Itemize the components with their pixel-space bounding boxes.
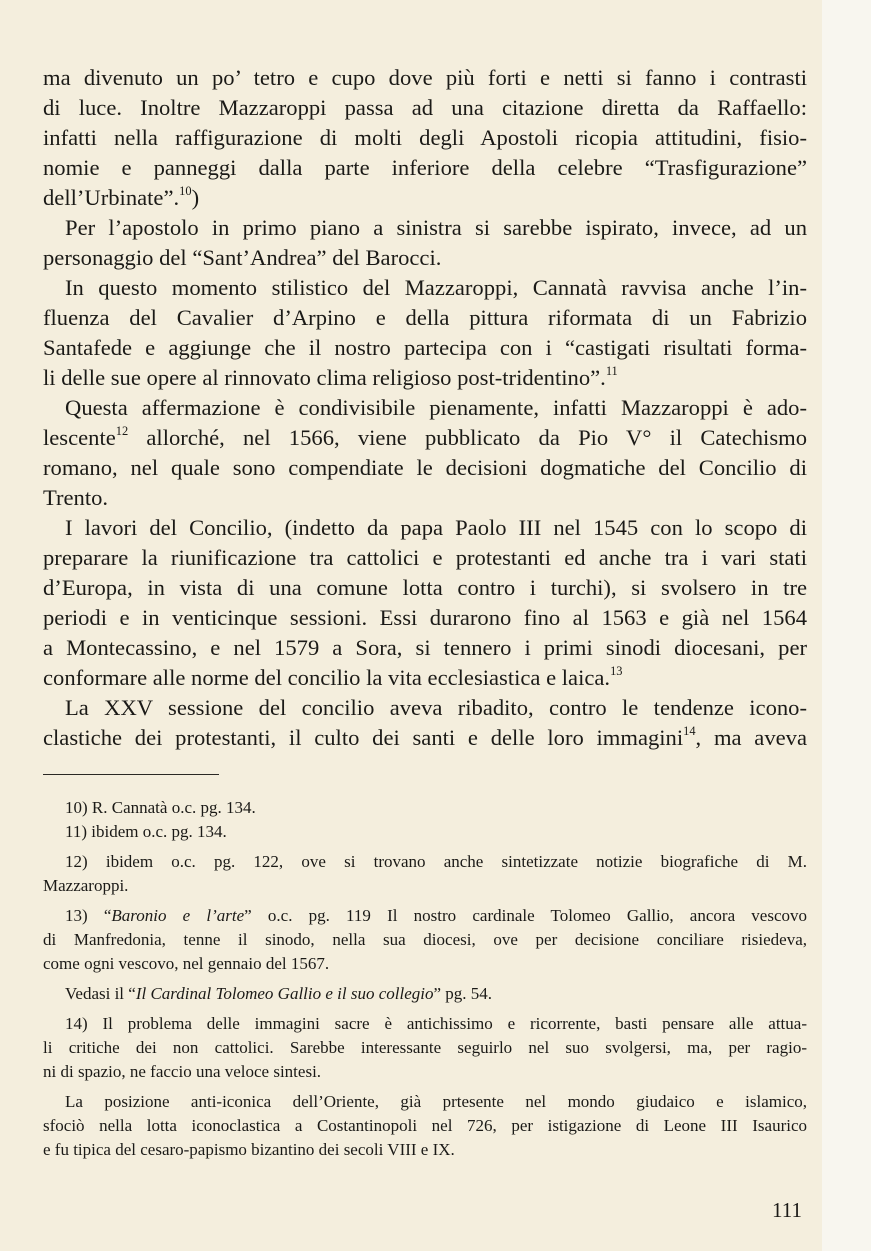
line-text: e fu tipica del cesaro-papismo bizantino dei secoli VIII e IX. [43, 1140, 455, 1159]
line-text: 14) Il problema delle immagini sacre è antichissimo e ricorrente, basti pensare alle attua- [65, 1014, 807, 1033]
line-text: Mazzaroppi. [43, 876, 129, 895]
footnote-line [43, 982, 807, 1006]
line-text: nomie e panneggi dalla parte inferiore della celebre “Trasfigurazione” [43, 155, 807, 180]
line-text: 12) ibidem o.c. pg. 122, ove si trovano anche sintetizzate notizie biografiche di M. [65, 852, 807, 871]
footnote-line [43, 850, 807, 874]
text-line [43, 723, 807, 753]
line-text: Santafede e aggiunge che il nostro partecipa con i “castigati risultati forma- [43, 335, 807, 360]
text-line [43, 183, 807, 213]
line-text: Per l’apostolo in primo piano a sinistra si sarebbe ispirato, invece, ad un [65, 215, 807, 240]
text-line [43, 213, 807, 243]
footnote-line [43, 1138, 807, 1162]
line-text: clastiche dei protestanti, il culto dei santi e delle loro immagini [43, 725, 684, 750]
line-text: preparare la riunificazione tra cattolici e protestanti ed anche tra i vari stati [43, 545, 807, 570]
footnote-line [43, 952, 807, 976]
line-text-continued: , ma aveva [695, 725, 807, 750]
line-text: lescente [43, 425, 116, 450]
footnote-line [43, 1012, 807, 1036]
footnote-reference: 12 [115, 424, 129, 439]
text-line [43, 543, 807, 573]
line-text: personaggio del “Sant’Andrea” del Barocci. [43, 245, 442, 270]
line-text: 11) ibidem o.c. pg. 134. [65, 822, 227, 841]
text-line [43, 513, 807, 543]
footnote-line [43, 928, 807, 952]
text-line [43, 303, 807, 333]
line-text-continued: ) [191, 185, 200, 210]
text-line [43, 603, 807, 633]
line-text: d’Europa, in vista di una comune lotta contro i turchi), si svolsero in tre [43, 575, 807, 600]
footnote-reference: 10 [179, 184, 192, 199]
text-line [43, 483, 807, 513]
text-line [43, 93, 807, 123]
line-text: li delle sue opere al rinnovato clima religioso post-tridentino”. [43, 365, 606, 390]
italic-title: Il Cardinal Tolomeo Gallio e il suo collegio [135, 984, 434, 1003]
footnote-line [43, 1114, 807, 1138]
text-line [43, 273, 807, 303]
line-text: ma divenuto un po’ tetro e cupo dove più forti e netti si fanno i contrasti [43, 65, 807, 90]
line-text: periodi e in venticinque sessioni. Essi durarono fino al 1563 e già nel 1564 [43, 605, 807, 630]
line-text: La posizione anti-iconica dell’Oriente, già prtesente nel mondo giudaico e islamico, [65, 1092, 807, 1111]
page-edge [822, 0, 871, 1251]
line-text-continued: allorché, nel 1566, viene pubblicato da Pio V° il Catechismo [128, 425, 807, 450]
line-text: La XXV sessione del concilio aveva ribadito, contro le tendenze icono- [65, 695, 807, 720]
footnote-line [43, 820, 807, 844]
text-line [43, 633, 807, 663]
line-text: sfociò nella lotta iconoclastica a Costantinopoli nel 726, per istigazione di Leone III Isaurico [43, 1116, 807, 1135]
footnote-separator [43, 774, 219, 775]
text-line [43, 393, 807, 423]
footnote-reference: 14 [683, 724, 696, 739]
text-line [43, 453, 807, 483]
line-text: a Montecassino, e nel 1579 a Sora, si tennero i primi sinodi diocesani, per [43, 635, 807, 660]
line-text: 10) R. Cannatà o.c. pg. 134. [65, 798, 256, 817]
line-text: di Manfredonia, tenne il sinodo, nella sua diocesi, ove per decisione conciliare risiedeva, [43, 930, 807, 949]
footnote-line [43, 874, 807, 898]
text-line [43, 333, 807, 363]
footnote-line [43, 1090, 807, 1114]
footnote-reference: 13 [610, 664, 623, 679]
line-text: infatti nella raffigurazione di molti degli Apostoli ricopia attitudini, fisio- [43, 125, 807, 150]
line-text: I lavori del Concilio, (indetto da papa Paolo III nel 1545 con lo scopo di [65, 515, 807, 540]
italic-title: Baronio e l’arte [111, 906, 245, 925]
text-line [43, 363, 807, 393]
line-text: 13) “Baronio e l’arte” o.c. pg. 119 Il nostro cardinale Tolomeo Gallio, ancora vescovo [65, 906, 807, 925]
line-text: li critiche dei non cattolici. Sarebbe interessante seguirlo nel suo svolgersi, ma, per ragio- [43, 1038, 807, 1057]
footnote-line [43, 796, 807, 820]
line-text: romano, nel quale sono compendiate le decisioni dogmatiche del Concilio di [43, 455, 807, 480]
line-text: Trento. [43, 485, 109, 510]
footnotes [43, 796, 807, 1162]
footnote-line [43, 1036, 807, 1060]
page-number: 111 [772, 1198, 802, 1222]
footnote-line [43, 904, 807, 928]
footnote-line [43, 1060, 807, 1084]
text-line [43, 423, 807, 453]
text-line [43, 693, 807, 723]
text-line [43, 153, 807, 183]
line-text: conformare alle norme del concilio la vita ecclesiastica e laica. [43, 665, 611, 690]
text-line [43, 123, 807, 153]
text-line [43, 63, 807, 93]
text-line [43, 663, 807, 693]
line-text: come ogni vescovo, nel gennaio del 1567. [43, 954, 330, 973]
line-text: Questa affermazione è condivisibile pienamente, infatti Mazzaroppi è ado- [65, 395, 807, 420]
footnote-reference: 11 [605, 364, 618, 379]
text-line [43, 573, 807, 603]
line-text: dell’Urbinate”. [43, 185, 180, 210]
line-text: In questo momento stilistico del Mazzaroppi, Cannatà ravvisa anche l’in- [65, 275, 807, 300]
line-text: di luce. Inoltre Mazzaroppi passa ad una citazione diretta da Raffaello: [43, 95, 807, 120]
line-text: Vedasi il “Il Cardinal Tolomeo Gallio e il suo collegio” pg. 54. [65, 984, 493, 1003]
main-text [43, 63, 807, 753]
line-text: ni di spazio, ne faccio una veloce sintesi. [43, 1062, 322, 1081]
line-text: fluenza del Cavalier d’Arpino e della pittura riformata di un Fabrizio [43, 305, 807, 330]
text-line [43, 243, 807, 273]
